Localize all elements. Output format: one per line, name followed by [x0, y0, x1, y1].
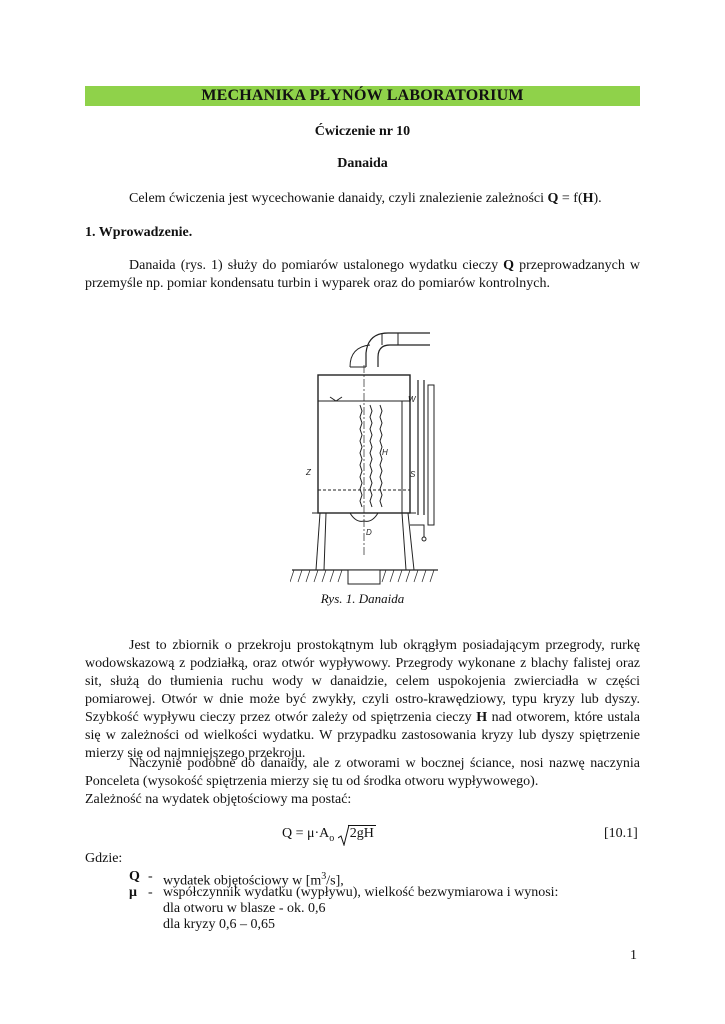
label-w: W [408, 395, 416, 404]
figure-caption: Rys. 1. Danaida [320, 591, 405, 606]
label-z: Z [306, 468, 311, 477]
formula-radicand: 2gH [349, 826, 374, 841]
legend-mu-orifice: dla kryzy 0,6 – 0,65 [163, 917, 275, 932]
legend-q-symbol: Q [129, 869, 140, 884]
equation-number: [10.1] [604, 826, 638, 841]
formula-intro: Zależność na wydatek objętościowy ma postać: [85, 792, 352, 807]
description-text: Jest to zbiornik o przekroju prostokątnym lub okrągłym posiadającym przegrody, rurkę wodowskazową z podziałką, oraz otwór wypływowy. Przegrody wykonane z blachy falistej oraz sit, służą do tłumienia ruchu wody w danaidzie, celem uspokojenia zwierciadła w części pomiarowej. Otwór w dnie może być zwykły, czyli ostro-krawędziowy, typu kryzy lub dyszy. Szybkość wypływu cieczy przez otwór zależy od spiętrzenia cieczy [85, 638, 640, 725]
formula-lhs: Q = μ·A [282, 826, 330, 841]
header-banner: MECHANIKA PŁYNÓW LABORATORIUM [85, 86, 640, 106]
legend-q-text: wydatek objętościowy w [m [163, 873, 322, 889]
page-number: 1 [630, 948, 637, 963]
label-d: D [366, 528, 372, 537]
goal-h: H [582, 191, 594, 206]
label-s: S [410, 470, 416, 479]
legend-mu-description: współczynnik wydatku (wypływu), wielkość bezwymiarowa i wynosi: [163, 885, 559, 900]
intro-q: Q [503, 258, 515, 273]
legend-mu-plate: dla otworu w blasze - ok. 0,6 [163, 901, 326, 916]
description-text-end: nad otworem, które ustala się w zależności od wielkości wydatku. W przypadku zastosowania kryzy lub dyszy spiętrzenie mierzy się od najmniejszego przekroju. [85, 710, 641, 761]
exercise-number: Ćwiczenie nr 10 [314, 124, 411, 139]
goal-text: Celem ćwiczenia jest wycechowanie danaidy, czyli znalezienie zależności [129, 191, 548, 206]
danaida-figure [290, 325, 440, 585]
goal-paragraph [85, 190, 640, 208]
poncelet-paragraph: Naczynie podobne do danaidy, ale z otworami w bocznej ściance, nosi nazwę naczynia Ponceleta (wysokość spiętrzenia mierzy się tu od środka otworu wypływowego). [85, 756, 640, 789]
legend-mu-dash: - [148, 885, 153, 900]
goal-q: Q [547, 191, 559, 206]
exercise-title: Danaida [337, 156, 388, 171]
intro-text: Danaida (rys. 1) służy do pomiarów ustalonego wydatku cieczy [129, 258, 504, 273]
formula-sqrt [338, 826, 376, 842]
formula-subscript: o [329, 832, 335, 844]
section-heading: 1. Wprowadzenie. [85, 225, 193, 240]
description-paragraph [85, 637, 640, 763]
description-h: H [476, 710, 488, 725]
label-h: H [382, 448, 388, 457]
goal-close: ). [593, 191, 602, 206]
legend-q-sup: 3 [321, 871, 327, 882]
legend-q-end: /s], [326, 873, 344, 889]
sqrt-icon [338, 824, 350, 846]
legend-q-dash: - [148, 869, 153, 884]
formula [282, 826, 376, 844]
intro-paragraph [85, 257, 640, 293]
legend-mu-symbol: μ [129, 885, 137, 900]
goal-eq: = f( [558, 191, 583, 206]
legend-intro: Gdzie: [85, 851, 123, 866]
intro-text-end: przeprowadzanych w przemyśle np. pomiar kondensatu turbin i wyparek oraz do pomiarów kontrolnych. [85, 258, 640, 291]
